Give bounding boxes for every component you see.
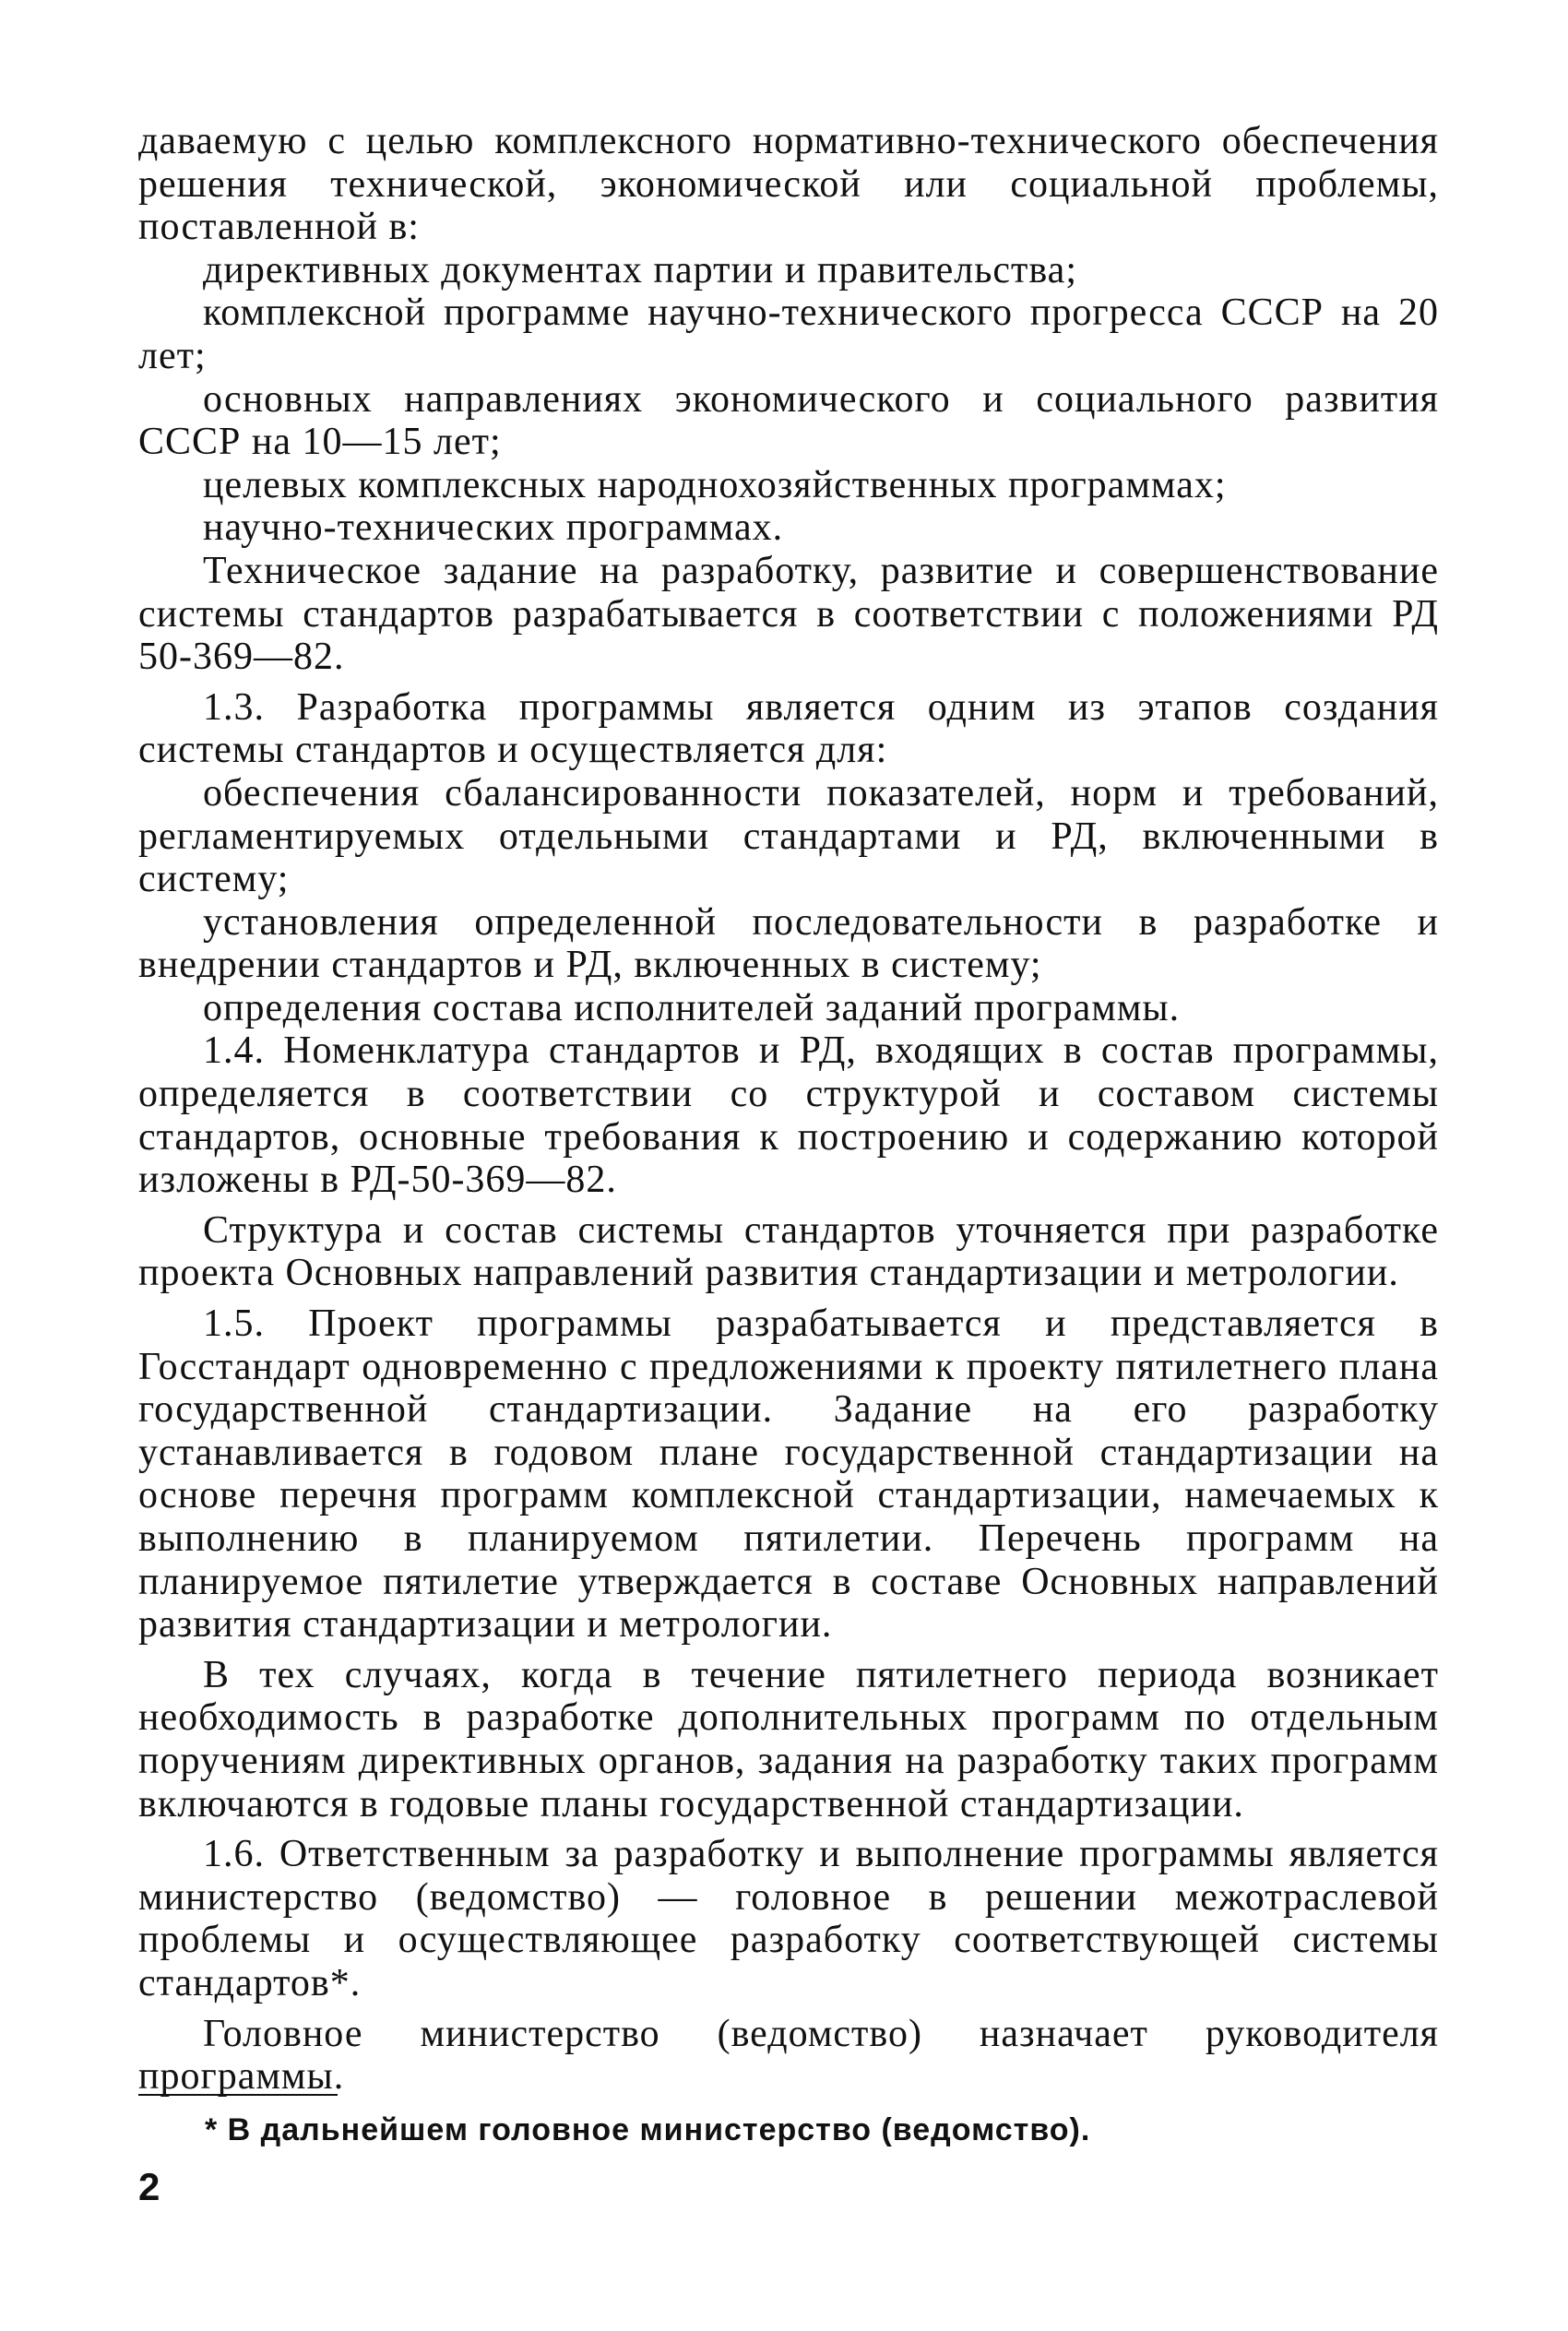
paragraph-section-1-6: 1.6. Ответственным за разработку и выполнение программы является министерство (ведомство) — головное в решении межотраслевой проблемы и осуществляющее разработку соответствующей системы стандартов*. [138, 1833, 1439, 2004]
list-item-executors: определения состава исполнителей заданий программы. [203, 986, 1181, 1029]
list-item-complex-program: комплексной программе научно-технического прогресса СССР на 20 лет; [138, 291, 1439, 377]
list-item-directive-documents: директивных документах партии и правительства; [203, 248, 1077, 291]
list-item-scientific-programs: научно-технических программах. [203, 506, 784, 550]
footnote-divider [138, 2094, 338, 2096]
page-number: 2 [138, 2165, 160, 2208]
paragraph-section-1-3: 1.3. Разработка программы является одним из этапов создания системы стандартов и осуществляется для: [138, 685, 1439, 772]
paragraph-technical-task: Техническое задание на разработку, развитие и совершенствование системы стандартов разрабатывается в соответствии с положениями РД 50-369—82. [138, 549, 1439, 679]
paragraph-section-1-4: 1.4. Номенклатура стандартов и РД, входящих в состав программы, определяется в соответствии со структурой и составом системы стандартов, основные требования к построению и содержанию которой изложены в РД-50-369—82. [138, 1029, 1439, 1202]
paragraph-intro: даваемую с целью комплексного нормативно-технического обеспечения решения технической, экономической или социальной проблемы, поставленной в: [138, 120, 1439, 249]
list-item-main-directions: основных направлениях экономического и социального развития СССР на 10—15 лет; [138, 377, 1439, 464]
paragraph-structure: Структура и состав системы стандартов уточняется при разработке проекта Основных направлений развития стандартизации и метрологии. [138, 1208, 1439, 1295]
page-body [138, 120, 1439, 2099]
footnote: * В дальнейшем головное министерство (ведомство). [205, 2112, 1091, 2147]
list-item-balance: обеспечения сбалансированности показателей, норм и требований, регламентируемых отдельными стандартами и РД, включенными в систему; [138, 771, 1439, 901]
list-item-sequence: установления определенной последовательности в разработке и внедрении стандартов и РД, включенных в систему; [138, 900, 1439, 987]
list-item-target-programs: целевых комплексных народнохозяйственных программах; [203, 463, 1227, 506]
paragraph-section-1-5: 1.5. Проект программы разрабатывается и представляется в Госстандарт одновременно с предложениями к проекту пятилетнего плана государственной стандартизации. Задание на его разработку устанавливается в годовом плане государственной стандартизации на основе перечня программ комплексной стандартизации, намечаемых к выполнению в планируемом пятилетии. Перечень программ на планируемое пятилетие утверждается в составе Основных направлений развития стандартизации и метрологии. [138, 1302, 1439, 1647]
paragraph-head-ministry: Головное министерство (ведомство) назначает руководителя программы. [138, 2012, 1439, 2099]
paragraph-additional-programs: В тех случаях, когда в течение пятилетнего периода возникает необходимость в разработке дополнительных программ по отдельным поручениям директивных органов, задания на разработку таких программ включаются в годовые планы государственной стандартизации. [138, 1653, 1439, 1826]
